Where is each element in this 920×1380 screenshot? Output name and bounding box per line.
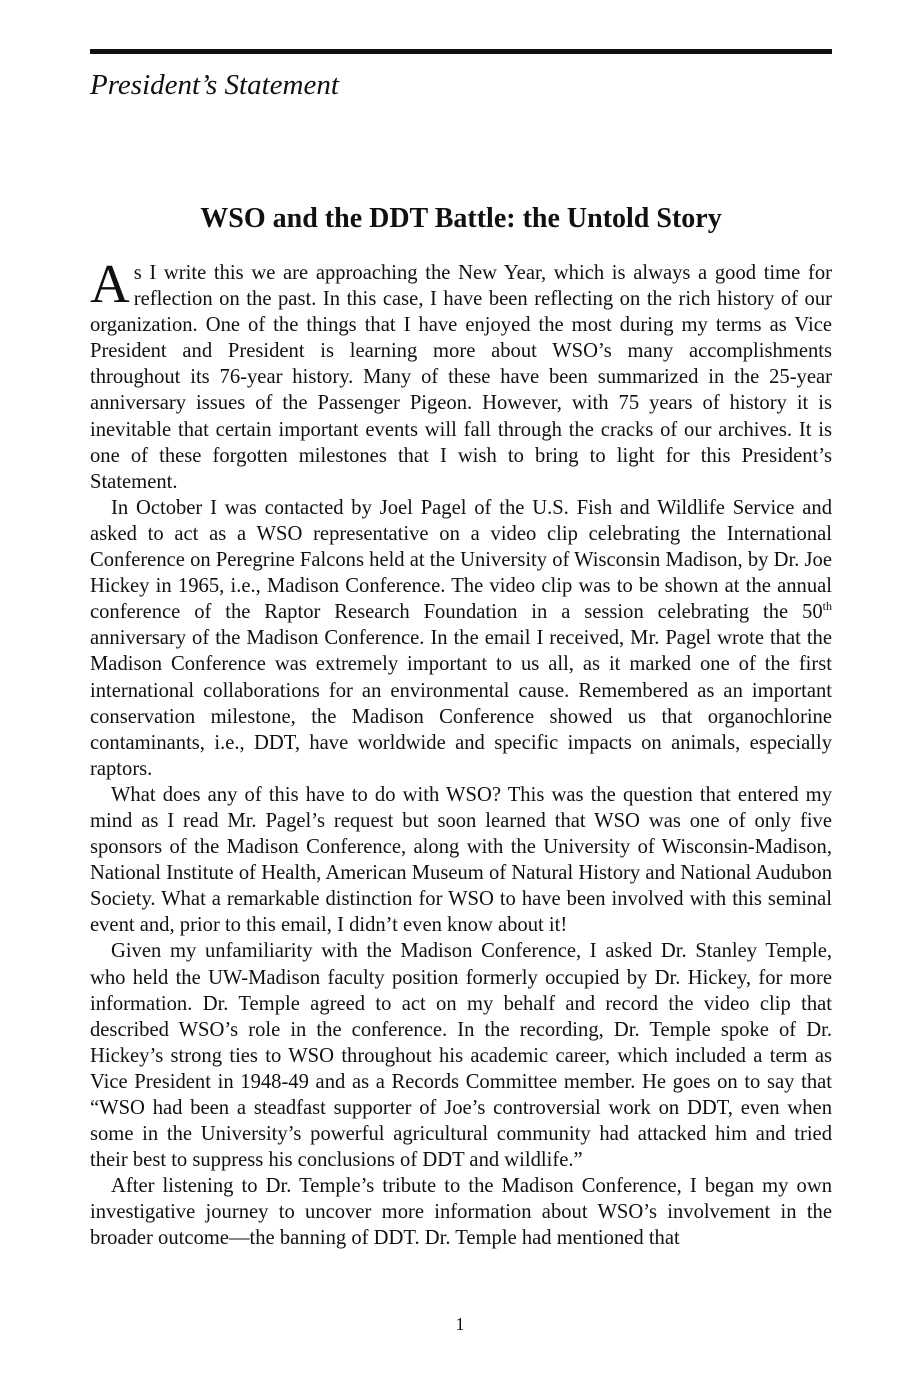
paragraph-4 bbox=[90, 938, 832, 1173]
paragraph-3-text: What does any of this have to do with WSO? This was the question that entered my mind as I read Mr. Pagel’s request but soon learned that WSO was one of only five sponsors of the Madison Conference, along with the University of Wisconsin-Madison, National Institute of Health, American Museum of Natural History and National Audubon Society. What a remarkable distinction for WSO to have been involved with this seminal event and, prior to this email, I didn’t even know about it! bbox=[90, 783, 832, 937]
paragraph-2-text: In October I was contacted by Joel Pagel of the U.S. Fish and Wildlife Service and asked to act as a WSO representative on a video clip celebrating the International Conference on Peregrine Falcons held at the University of Wisconsin Madison, by Dr. Joe Hickey in 1965, i.e., Madison Conference. The video clip was to be shown at the annual conference of the Raptor Research Foundation in a session celebrating the 50th anniversary of the Madison Conference. In the email I received, Mr. Pagel wrote that the Madison Conference was extremely important to us all, as it marked one of the first international collaborations for an environmental cause. Remembered as an important conservation milestone, the Madison Conference showed us that organochlorine contaminants, i.e., DDT, have worldwide and specific impacts on animals, especially raptors. bbox=[90, 496, 832, 780]
article-body bbox=[90, 253, 832, 1252]
paragraph-1-text: s I write this we are approaching the New Year, which is always a good time for reflection on the past. In this case, I have been reflecting on the rich history of our organization. One of the things that I have enjoyed the most during my terms as Vice President and President is learning more about WSO’s many accomplishments throughout its 76-year history. Many of these have been summarized in the 25-year anniversary issues of the Passenger Pigeon. However, with 75 years of history it is inevitable that certain important events will fall through the cracks of our archives. It is one of these forgotten milestones that I wish to bring to light for this President’s Statement. bbox=[90, 262, 832, 493]
drop-cap: A bbox=[90, 253, 130, 314]
ordinal-suffix: th bbox=[822, 599, 832, 614]
paragraph-4-text: Given my unfamiliarity with the Madison Conference, I asked Dr. Stanley Temple, who held the UW-Madison faculty position formerly occupied by Dr. Hickey, for more information. Dr. Temple agreed to act on my behalf and record the video clip that described WSO’s role in the conference. In the recording, Dr. Temple spoke of Dr. Hickey’s strong ties to WSO throughout his academic career, which included a term as Vice President in 1948-49 and as a Records Committee member. He goes on to say that “WSO had been a steadfast supporter of Joe’s controversial work on DDT, even when some in the University’s powerful agricultural community had attacked him and tried their best to suppress his conclusions of DDT and wildlife.” bbox=[90, 940, 832, 1172]
section-label: President’s Statement bbox=[90, 69, 339, 101]
header-rule bbox=[90, 49, 832, 54]
paragraph-5-text: After listening to Dr. Temple’s tribute to the Madison Conference, I began my own investigative journey to uncover more information about WSO’s involvement in the broader outcome—the banning of DDT. Dr. Temple had mentioned that bbox=[90, 1175, 832, 1250]
paragraph-1 bbox=[90, 253, 832, 495]
paragraph-3 bbox=[90, 782, 832, 939]
article-title: WSO and the DDT Battle: the Untold Story bbox=[200, 203, 722, 234]
paragraph-5 bbox=[90, 1173, 832, 1251]
paragraph-2 bbox=[90, 495, 832, 782]
page-number: 1 bbox=[455, 1314, 465, 1334]
